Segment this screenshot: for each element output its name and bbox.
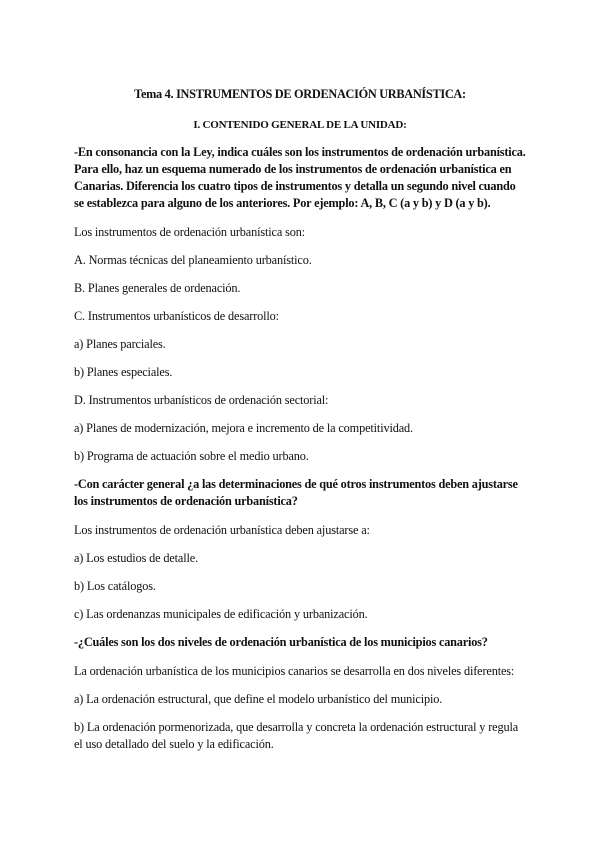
question-adjustment: -Con carácter general ¿a las determinaciones de qué otros instrumentos deben ajustarse los instrumentos de ordenación urbanística? xyxy=(74,477,518,508)
list-item: A. Normas técnicas del planeamiento urbanístico. xyxy=(74,253,312,267)
list-item: c) Las ordenanzas municipales de edificación y urbanización. xyxy=(74,607,368,621)
question-levels: -¿Cuáles son los dos niveles de ordenación urbanística de los municipios canarios? xyxy=(74,635,488,649)
list-item: b) Los catálogos. xyxy=(74,579,156,593)
answer-intro: La ordenación urbanística de los municipios canarios se desarrolla en dos niveles diferentes: xyxy=(74,664,515,678)
list-item: B. Planes generales de ordenación. xyxy=(74,281,241,295)
list-item: a) Los estudios de detalle. xyxy=(74,551,199,565)
list-item: a) Planes de modernización, mejora e incremento de la competitividad. xyxy=(74,421,413,435)
list-item: D. Instrumentos urbanísticos de ordenación sectorial: xyxy=(74,393,329,407)
answer-intro: Los instrumentos de ordenación urbanística son: xyxy=(74,225,305,239)
list-item: b) Programa de actuación sobre el medio urbano. xyxy=(74,449,309,463)
section-heading: I. CONTENIDO GENERAL DE LA UNIDAD: xyxy=(193,119,407,131)
list-item: a) La ordenación estructural, que define el modelo urbanístico del municipio. xyxy=(74,692,443,706)
list-item: C. Instrumentos urbanísticos de desarrollo: xyxy=(74,309,279,323)
list-item: a) Planes parciales. xyxy=(74,337,166,351)
list-item: b) Planes especiales. xyxy=(74,365,173,379)
answer-intro: Los instrumentos de ordenación urbanística deben ajustarse a: xyxy=(74,523,370,537)
question-instruments: -En consonancia con la Ley, indica cuáles son los instrumentos de ordenación urbanística. Para ello, haz un esquema numerado de los instrumentos de ordenación urbanística en Canarias. Diferencia los cuatro tipos de instrumentos y detalla un segundo nivel cuando se establezca para alguno de los anteriores. Por ejemplo: A, B, C (a y b) y D (a y b). xyxy=(74,145,526,210)
document-page xyxy=(74,86,526,764)
document-title: Tema 4. INSTRUMENTOS DE ORDENACIÓN URBANÍSTICA: xyxy=(134,87,466,101)
list-item: b) La ordenación pormenorizada, que desarrolla y concreta la ordenación estructural y regula el uso detallado del suelo y la edificación. xyxy=(74,720,519,751)
